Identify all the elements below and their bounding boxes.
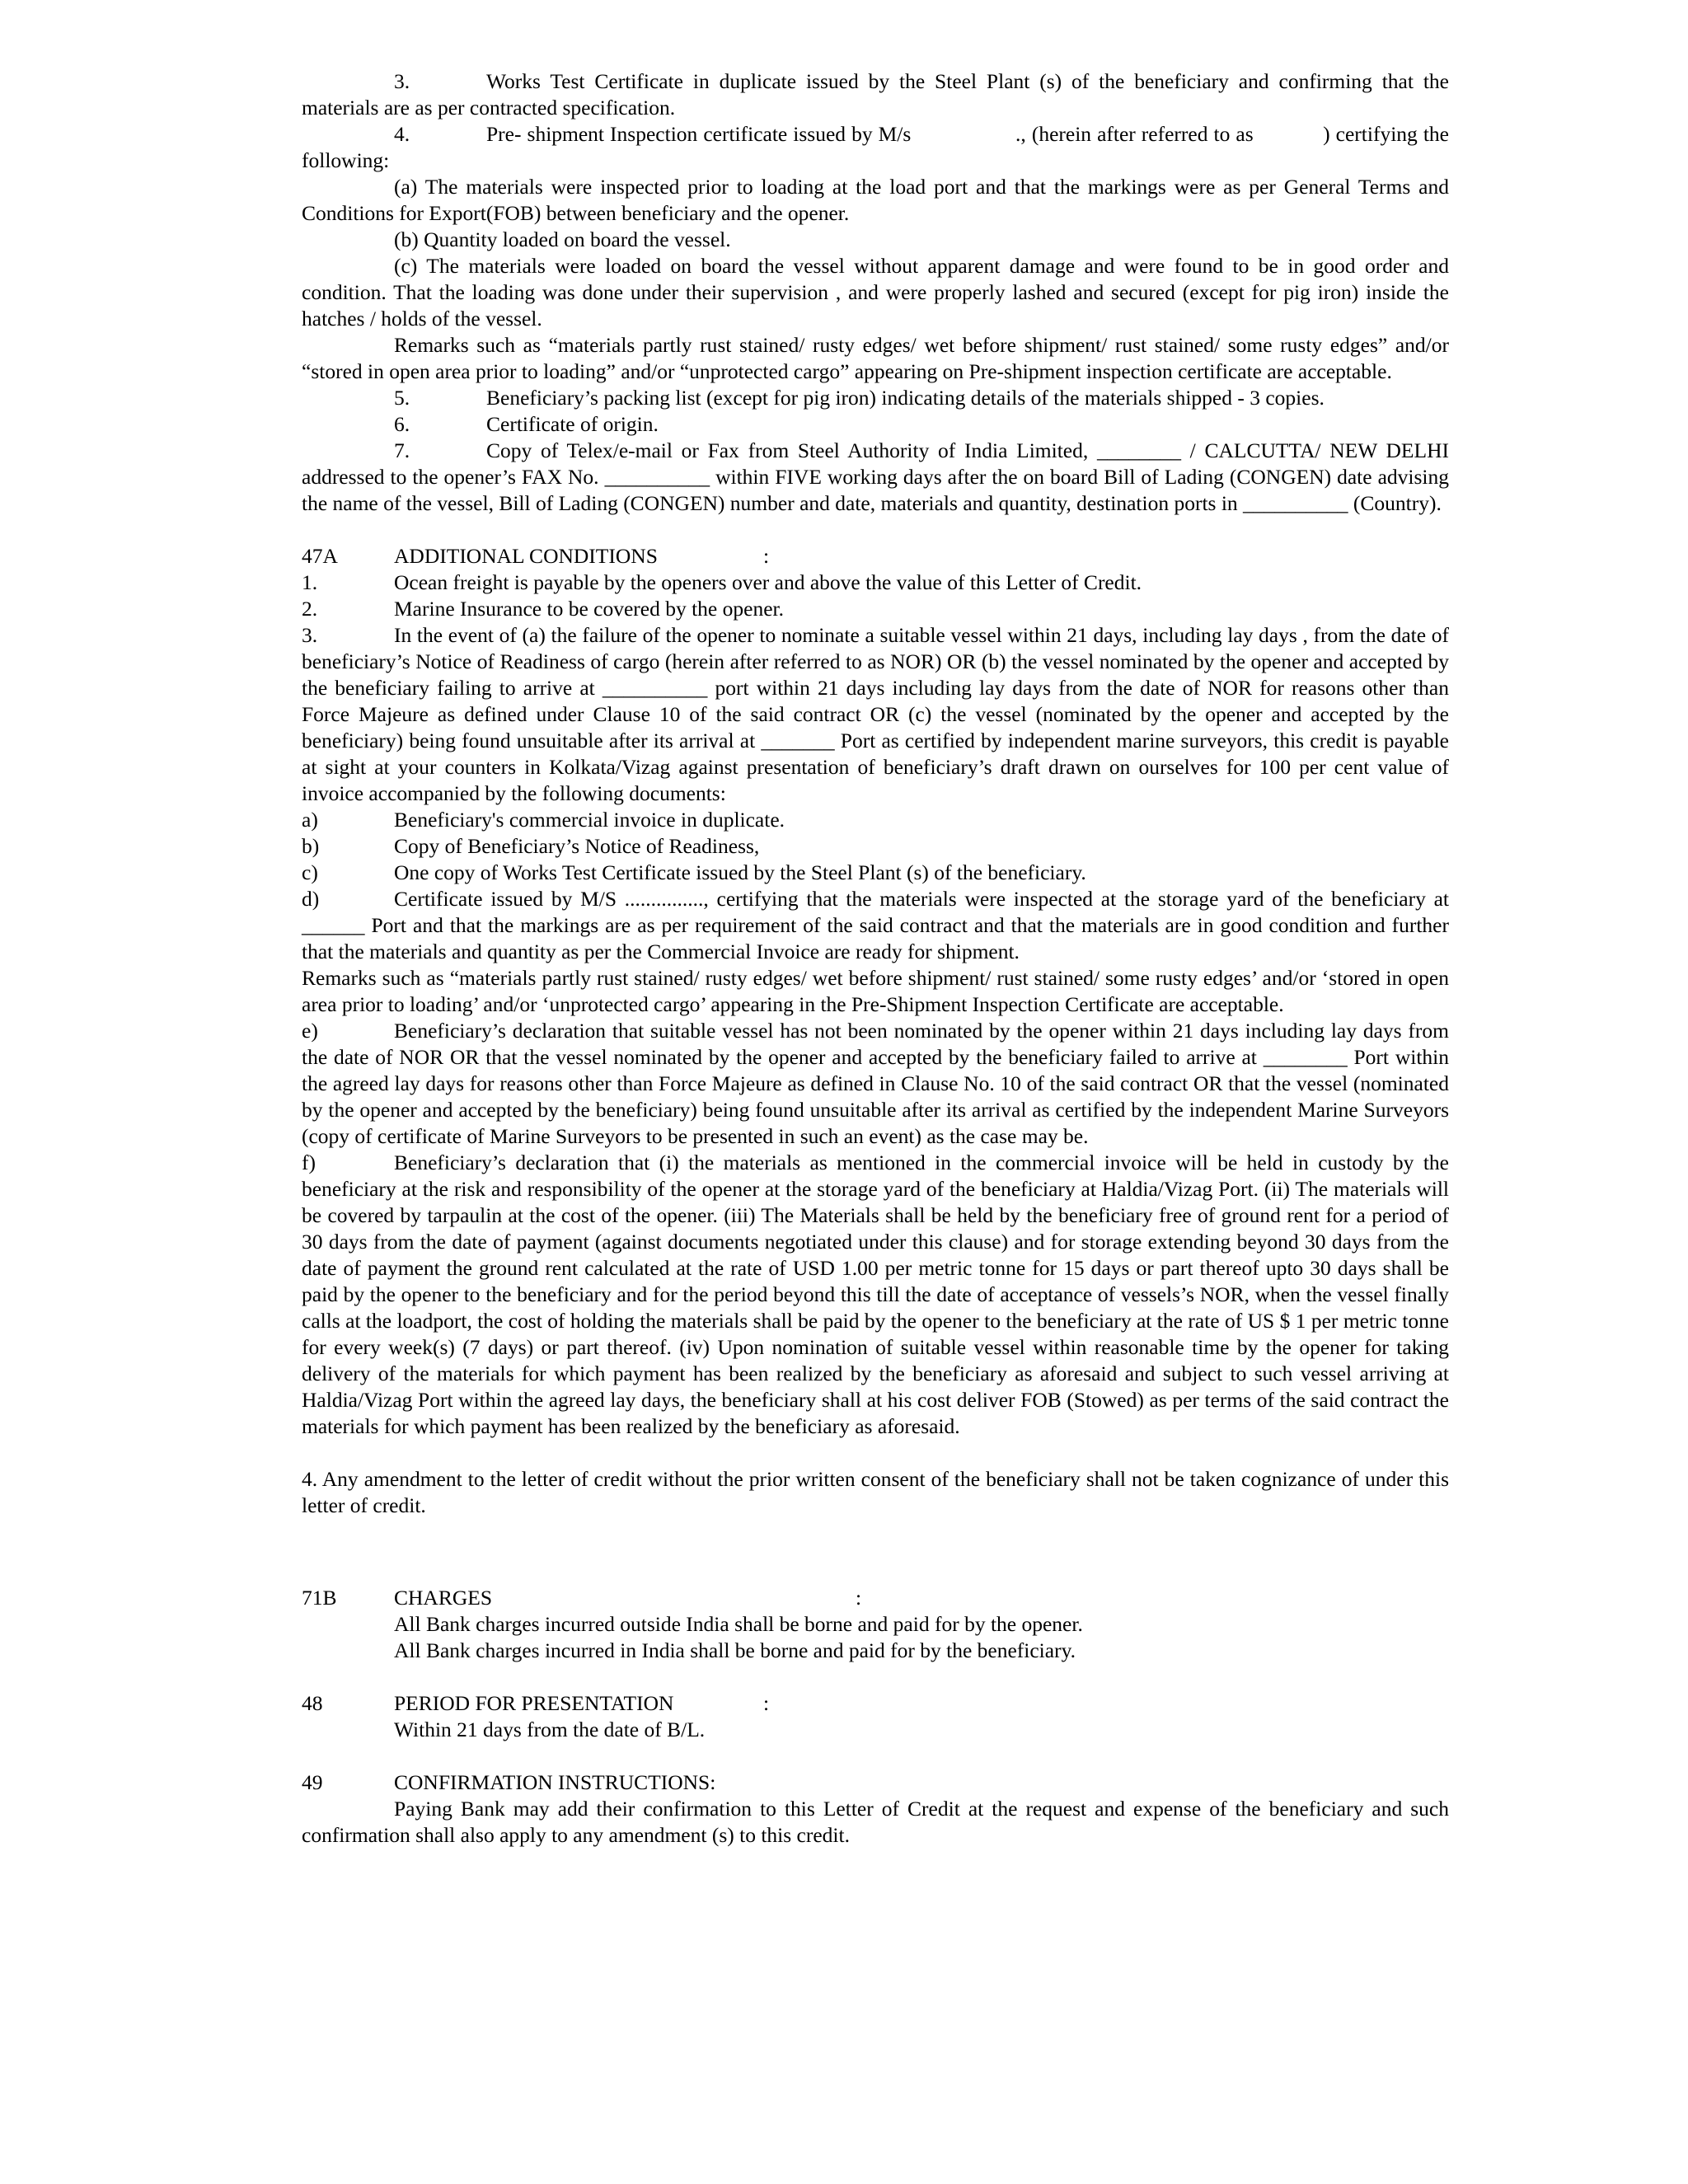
- condition-number: 2.: [302, 597, 318, 621]
- condition-2: [302, 596, 1449, 622]
- item-text: Beneficiary’s packing list (except for pig iron) indicating details of the materials shipped - 3 copies.: [486, 386, 1325, 410]
- remarks-paragraph: Remarks such as “materials partly rust stained/ rusty edges/ wet before shipment/ rust stained/ some rusty edges’ and/or ‘stored in open area prior to loading’ and/or ‘unprotected cargo’ appearing in the Pre-Shipment Inspection Certificate are acceptable.: [302, 966, 1449, 1016]
- condition-1: [302, 569, 1449, 596]
- item-number: 6.: [394, 412, 410, 436]
- section-code: 71B: [302, 1586, 337, 1610]
- item-4-remarks: Remarks such as “materials partly rust stained/ rusty edges/ wet before shipment/ rust stained/ some rusty edges” and/or “stored in open area prior to loading” and/or “unprotected cargo” appearing on Pre-shipment inspection certificate are acceptable.: [302, 333, 1449, 383]
- document-d: [302, 886, 1449, 965]
- presentation-period: Within 21 days from the date of B/L.: [394, 1718, 706, 1741]
- section-71b-heading: [302, 1585, 1449, 1611]
- item-5: [302, 385, 1449, 411]
- document-letter: e): [302, 1019, 318, 1043]
- item-4-sub-c: (c) The materials were loaded on board the vessel without apparent damage and were found to be in good order and condition. That the loading was done under their supervision , and were properly lashed and secured (except for pig iron) inside the hatches / holds of the vessel.: [302, 254, 1449, 330]
- item-4-sub-a: (a) The materials were inspected prior to loading at the load port and that the markings were as per General Terms and Conditions for Export(FOB) between beneficiary and the opener.: [302, 175, 1449, 225]
- section-code: 49: [302, 1770, 323, 1794]
- section-48-heading: [302, 1690, 1449, 1717]
- document-e: [302, 1018, 1449, 1150]
- section-title-text: ADDITIONAL CONDITIONS: [394, 544, 658, 568]
- section-colon: :: [763, 1691, 770, 1715]
- document-letter: b): [302, 834, 320, 858]
- document-letter: c): [302, 860, 318, 884]
- item-number: 7.: [394, 438, 410, 462]
- item-4-sub-b: (b) Quantity loaded on board the vessel.: [394, 227, 731, 251]
- item-number: 4.: [394, 122, 410, 146]
- condition-text: Marine Insurance to be covered by the opener.: [394, 597, 784, 621]
- document-text: Beneficiary's commercial invoice in duplicate.: [394, 808, 785, 832]
- section-49-heading: [302, 1769, 1449, 1796]
- confirmation-text: Paying Bank may add their confirmation to this Letter of Credit at the request and expense of the beneficiary and such confirmation shall also apply to any amendment (s) to this credit.: [302, 1797, 1449, 1847]
- document-c: [302, 860, 1449, 886]
- condition-text: Ocean freight is payable by the openers over and above the value of this Letter of Credit.: [394, 570, 1142, 594]
- document-letter: a): [302, 808, 318, 832]
- section-title: [394, 1769, 856, 1796]
- document-b: [302, 833, 1449, 860]
- item-text: Works Test Certificate in duplicate issued by the Steel Plant (s) of the beneficiary and confirming that the materials are as per contracted specification.: [302, 69, 1449, 120]
- section-code: 47A: [302, 544, 338, 568]
- section-title-text: PERIOD FOR PRESENTATION: [394, 1691, 674, 1715]
- charges-outside-india: All Bank charges incurred outside India shall be borne and paid for by the opener.: [394, 1612, 1083, 1636]
- condition-3: [302, 622, 1449, 807]
- item-text: Certificate of origin.: [486, 412, 659, 436]
- section-title: [394, 543, 856, 569]
- item-text: Copy of Telex/e-mail or Fax from Steel Authority of India Limited, ________ / CALCUTTA/ NEW DELHI addressed to the opener’s FAX No. __________ within FIVE working days after the on board Bill of Lading (CONGEN) date advising the name of the vessel, Bill of Lading (CONGEN) number and date, materials and quantity, destination ports in __________ (Country).: [302, 438, 1449, 515]
- document-page: [302, 68, 1455, 1849]
- section-colon: :: [856, 1586, 862, 1610]
- section-title: [394, 1690, 856, 1717]
- document-text: Beneficiary’s declaration that (i) the materials as mentioned in the commercial invoice will be held in custody by the beneficiary at the risk and responsibility of the opener at the storage yard of the beneficiary at Haldia/Vizag Port. (ii) The materials will be covered by tarpaulin at the cost of the opener. (iii) The Materials shall be held by the beneficiary free of ground rent for a period of 30 days from the date of payment (against documents negotiated under this clause) and for storage extending beyond 30 days from the date of payment the ground rent calculated at the rate of USD 1.00 per metric tonne for 15 days or part thereof upto 30 days shall be paid by the opener to the beneficiary and for the period beyond this till the date of acceptance of vessels’s NOR, when the vessel finally calls at the loadport, the cost of holding the materials shall be paid by the opener to the beneficiary at the rate of US $ 1 per metric tonne for every week(s) (7 days) or part thereof. (iv) Upon nomination of suitable vessel within reasonable time by the opener for taking delivery of the materials for which payment has been realized by the beneficiary as aforesaid and subject to such vessel arriving at Haldia/Vizag Port within the agreed lay days, the beneficiary shall at his cost deliver FOB (Stowed) as per terms of the said contract the materials for which payment has been realized by the beneficiary as aforesaid.: [302, 1151, 1449, 1438]
- condition-text: In the event of (a) the failure of the opener to nominate a suitable vessel within 21 days, including lay days , from the date of beneficiary’s Notice of Readiness of cargo (herein after referred to as NOR) OR (b) the vessel nominated by the opener and accepted by the beneficiary failing to arrive at __________ port within 21 days including lay days from the date of NOR for reasons other than Force Majeure as defined under Clause 10 of the said contract OR (c) the vessel (nominated by the opener and accepted by the beneficiary) being found unsuitable after its arrival at _______ Port as certified by independent marine surveyors, this credit is payable at sight at your counters in Kolkata/Vizag against presentation of beneficiary’s draft drawn on ourselves for 100 per cent value of invoice accompanied by the following documents:: [302, 623, 1449, 805]
- section-title-text: CONFIRMATION INSTRUCTIONS:: [394, 1770, 716, 1794]
- section-title: [394, 1585, 862, 1611]
- document-text: Beneficiary’s declaration that suitable vessel has not been nominated by the opener within 21 days including lay days from the date of NOR OR that the vessel nominated by the opener and accepted by the beneficiary failed to arrive at ________ Port within the agreed lay days for reasons other than Force Majeure as defined in Clause No. 10 of the said contract OR that the vessel (nominated by the opener and accepted by the beneficiary) being found unsuitable after its arrival as certified by the independent Marine Surveyors (copy of certificate of Marine Surveyors to be presented in such an event) as the case may be.: [302, 1019, 1449, 1148]
- document-text: Certificate issued by M/S ..............., certifying that the materials were inspected at the storage yard of the beneficiary at ______ Port and that the markings are as per requirement of the said contract and that the materials are in good condition and further that the materials and quantity as per the Commercial Invoice are ready for shipment.: [302, 887, 1449, 963]
- item-number: 3.: [394, 69, 410, 93]
- charges-in-india: All Bank charges incurred in India shall be borne and paid for by the beneficiary.: [394, 1638, 1076, 1662]
- item-6: [302, 411, 1449, 438]
- section-code: 48: [302, 1691, 323, 1715]
- document-f: [302, 1150, 1449, 1440]
- document-letter: d): [302, 887, 320, 911]
- section-title-text: CHARGES: [394, 1586, 493, 1610]
- item-7: [302, 438, 1449, 517]
- item-4: [302, 121, 1455, 174]
- condition-number: 3.: [302, 623, 318, 647]
- condition-number: 1.: [302, 570, 318, 594]
- section-colon: :: [763, 544, 770, 568]
- item-text: Pre- shipment Inspection certificate issued by M/s ., (herein after referred to as ) certifying the following:: [302, 122, 1455, 172]
- section-47a-heading: [302, 543, 1449, 569]
- document-a: [302, 807, 1449, 833]
- document-text: Copy of Beneficiary’s Notice of Readiness,: [394, 834, 760, 858]
- condition-4: 4. Any amendment to the letter of credit without the prior written consent of the beneficiary shall not be taken cognizance of under this letter of credit.: [302, 1467, 1449, 1517]
- document-letter: f): [302, 1151, 316, 1174]
- item-3: [302, 68, 1449, 121]
- document-text: One copy of Works Test Certificate issued by the Steel Plant (s) of the beneficiary.: [394, 860, 1086, 884]
- item-number: 5.: [394, 386, 410, 410]
